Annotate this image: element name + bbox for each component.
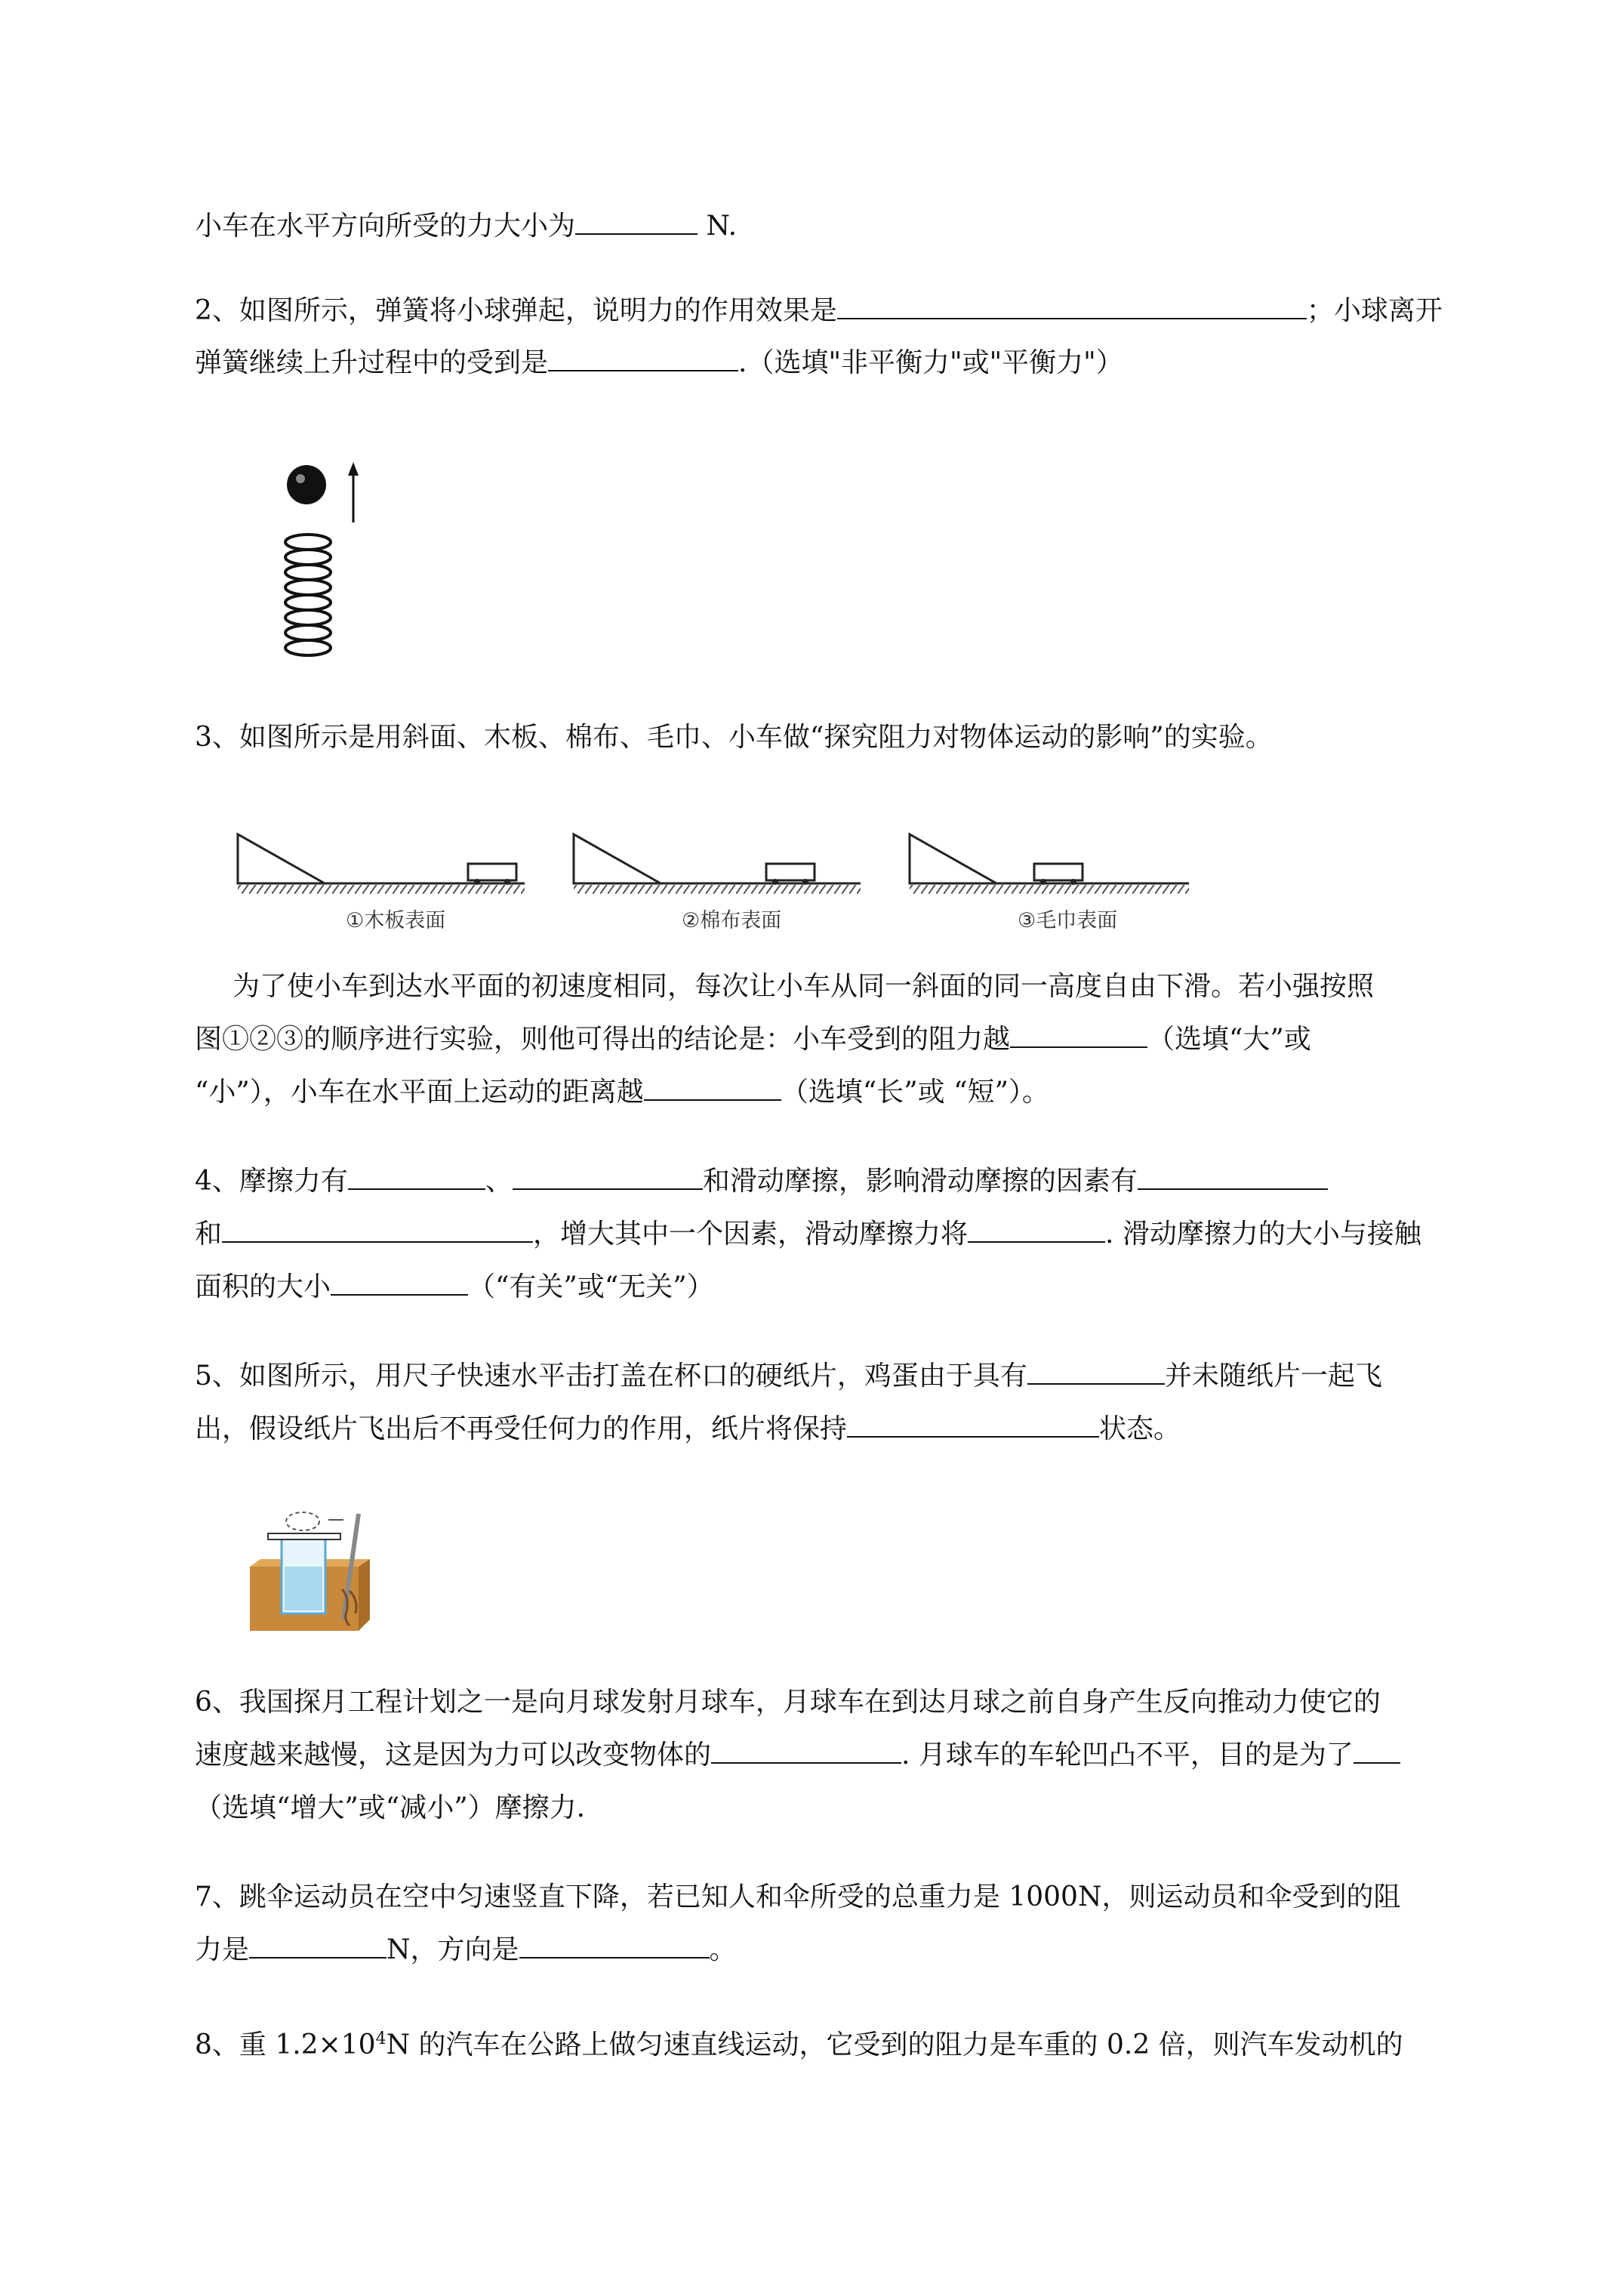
answer-blank[interactable] <box>1138 1163 1328 1190</box>
q6-line-3: （选填“增大”或“减小”）摩擦力. <box>195 1792 586 1823</box>
cart-icon <box>1034 864 1083 880</box>
q3-line-4: “小”），小车在水平面上运动的距离越 （选填“长”或 “短”）。 <box>195 1074 1049 1111</box>
q3-line-1: 3、如图所示是用斜面、木板、棉布、毛巾、小车做“探究阻力对物体运动的影响”的实验。 <box>195 722 1273 753</box>
answer-blank[interactable] <box>837 292 1307 319</box>
q4-line-1: 4、摩擦力有 、 和滑动摩擦，影响滑动摩擦的因素有 <box>195 1163 1328 1200</box>
q5-line-1: 5、如图所示，用尺子快速水平击打盖在杯口的硬纸片，鸡蛋由于具有 并未随纸片一起飞 <box>195 1358 1382 1395</box>
answer-blank[interactable] <box>519 1931 710 1959</box>
answer-blank[interactable] <box>575 208 698 235</box>
answer-blank[interactable] <box>1010 1021 1147 1048</box>
q7-line-1: 7、跳伞运动员在空中匀速竖直下降，若已知人和伞所受的总重力是 1000N，则运动员和伞受到的阻 <box>195 1881 1401 1912</box>
svg-text:①木板表面: ①木板表面 <box>346 909 446 932</box>
card-icon <box>268 1533 340 1539</box>
answer-blank[interactable] <box>1354 1737 1400 1764</box>
answer-blank[interactable] <box>222 1216 533 1243</box>
q4-line-2: 和 ，增大其中一个因素，滑动摩擦力将 . 滑动摩擦力的大小与接触 <box>195 1216 1421 1253</box>
answer-blank[interactable] <box>548 344 738 371</box>
cart-icon <box>766 864 815 880</box>
q4-line-3: 面积的大小 （“有关”或“无关”） <box>195 1268 714 1306</box>
q8-line-1: 8、重 $1.2\times 10^4N$ 的汽车在公路上做匀速直线运动，它受到的阻力是车重的 0.2 倍，则汽车发动机的 <box>195 2029 1403 2060</box>
answer-blank[interactable] <box>331 1268 468 1296</box>
spring-ball-figure <box>279 453 377 664</box>
q2-line-1: 2、如图所示，弹簧将小球弹起，说明力的作用效果是 ；小球离开 <box>195 292 1443 330</box>
q6-line-2: 速度越来越慢，这是因为力可以改变物体的 . 月球车的车轮凹凸不平，目的是为了 <box>195 1737 1400 1774</box>
q2-line-2: 弹簧继续上升过程中的受到是 .（选填"非平衡力"或"平衡力"） <box>195 344 1123 382</box>
incline-experiment-figure <box>234 831 1215 936</box>
svg-text:③毛巾表面: ③毛巾表面 <box>1018 909 1118 932</box>
spring-icon <box>285 535 331 655</box>
cart-icon <box>468 864 516 880</box>
answer-blank[interactable] <box>1027 1358 1165 1385</box>
cup-card-egg-figure <box>245 1506 381 1635</box>
answer-blank[interactable] <box>644 1074 781 1101</box>
answer-blank[interactable] <box>847 1410 1099 1438</box>
setup-towel <box>910 834 1189 932</box>
svg-text:②棉布表面: ②棉布表面 <box>682 909 782 932</box>
q3-line-2: 为了使小车到达水平面的初速度相同，每次让小车从同一斜面的同一高度自由下滑。若小强按照 <box>233 971 1375 1002</box>
setup-wood <box>238 834 525 932</box>
answer-blank[interactable] <box>249 1931 387 1959</box>
setup-cotton <box>574 834 861 932</box>
q3-line-3: 图①②③的顺序进行实验，则他可得出的结论是：小车受到的阻力越 （选填“大”或 <box>195 1021 1311 1059</box>
answer-blank[interactable] <box>513 1163 703 1190</box>
q1-line-1: 小车在水平方向所受的力大小为 N. <box>195 208 737 245</box>
answer-blank[interactable] <box>968 1216 1105 1243</box>
answer-blank[interactable] <box>348 1163 485 1190</box>
egg-icon <box>286 1512 319 1530</box>
q5-line-2: 出，假设纸片飞出后不再受任何力的作用，纸片将保持 状态。 <box>195 1410 1181 1448</box>
q6-line-1: 6、我国探月工程计划之一是向月球发射月球车，月球车在到达月球之前自身产生反向推动力使它的 <box>195 1687 1381 1718</box>
ball-icon <box>287 465 326 504</box>
answer-blank[interactable] <box>711 1737 901 1764</box>
q7-line-2: 力是 N，方向是 。 <box>195 1931 737 1969</box>
